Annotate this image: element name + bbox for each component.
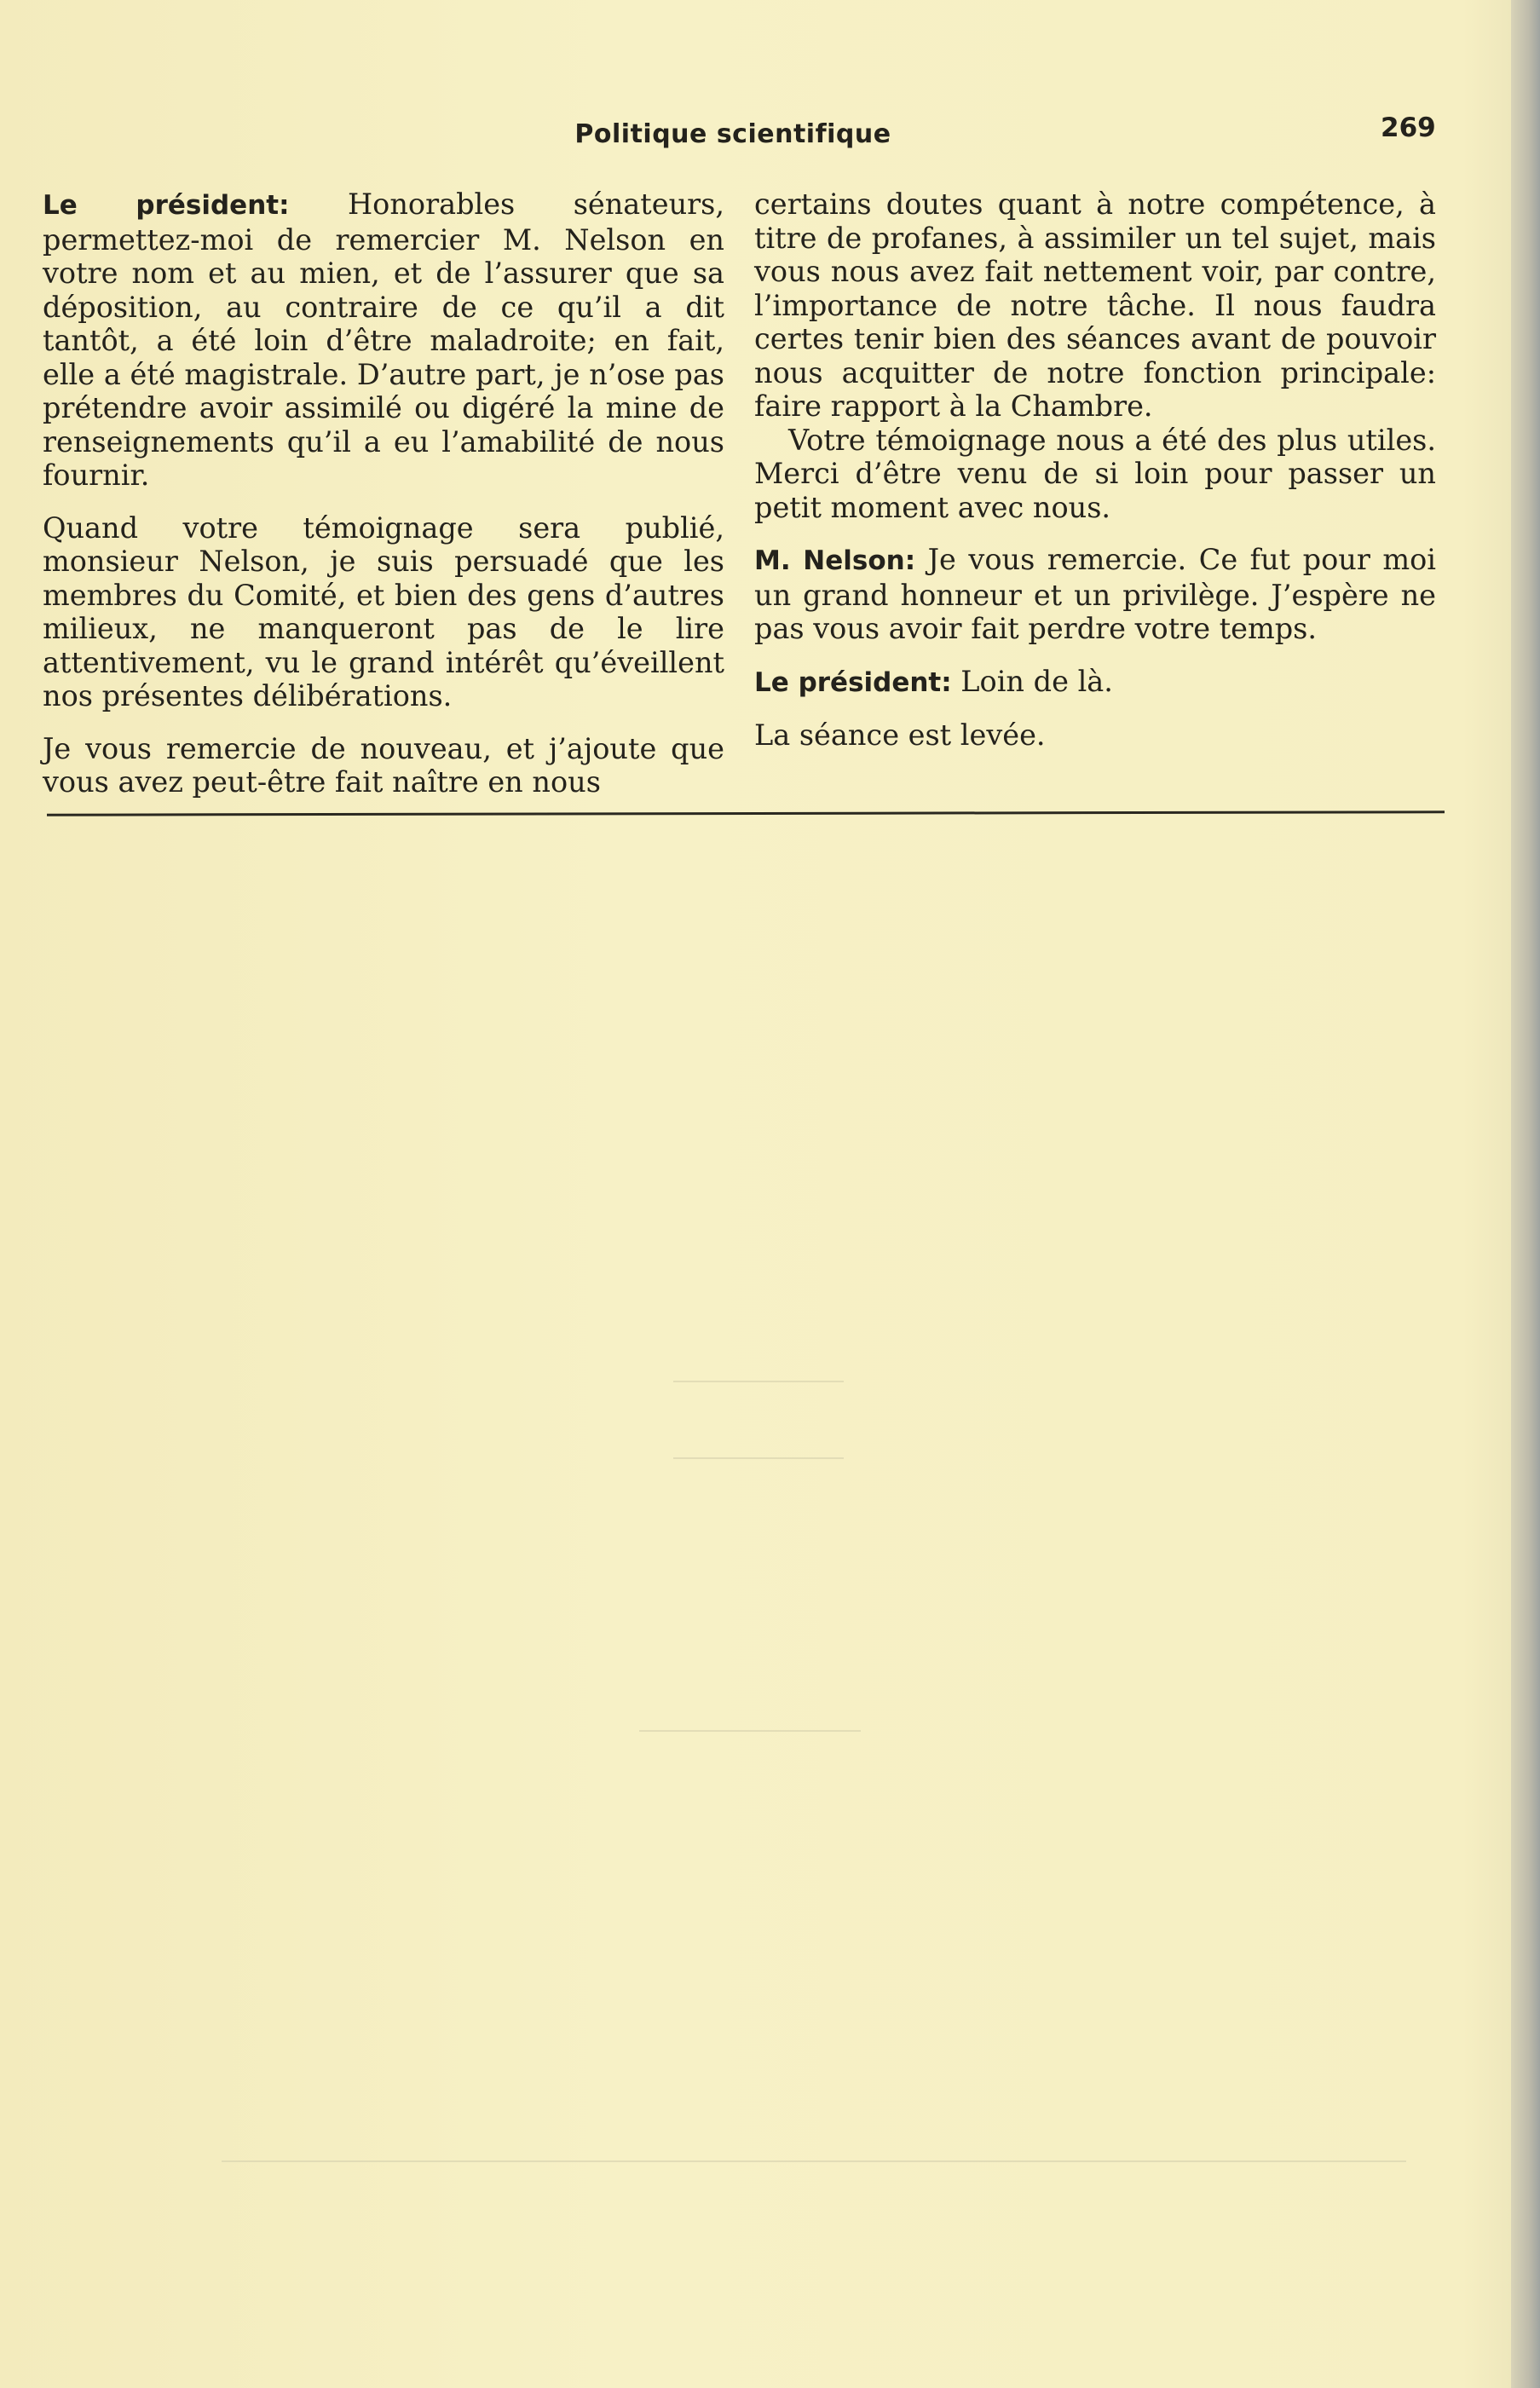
paragraph <box>43 187 724 493</box>
page-number: 269 <box>1381 112 1436 143</box>
paragraph-text: Honorables sénateurs, permettez-moi de remercier M. Nelson en votre nom et au mien, et de l’assurer que sa déposition, au contraire de ce qu’il a dit tantôt, a été loin d’être maladroite; en fait, elle a été magistrale. D’autre part, je n’ose pas prétendre avoir assimilé ou digéré la mine de renseignements qu’il a eu l’amabilité de nous fournir. <box>43 187 724 492</box>
speaker-label: Le président: <box>754 666 952 698</box>
bleed-through-rule <box>639 1730 861 1732</box>
paragraph-text: Loin de là. <box>951 664 1113 698</box>
paragraph: Je vous remercie de nouveau, et j’ajoute que vous avez peut-être fait naître en nous <box>43 731 724 799</box>
paragraph: certains doutes quant à notre compétence, à titre de profanes, à assimiler un tel sujet, mais vous nous avez fait nettement voir, par contre, l’importance de notre tâche. Il nous faudra certes tenir bien des séances avant de pouvoir nous acquitter de notre fonction principale: faire rapport à la Chambre. <box>754 187 1436 423</box>
running-title: Politique scientifique <box>574 119 891 149</box>
paragraph: Votre témoignage nous a été des plus utiles. Merci d’être venu de si loin pour passer un petit moment avec nous. <box>754 423 1436 524</box>
paragraph <box>754 543 1436 646</box>
page-edge <box>1511 0 1540 2388</box>
speaker-label: Le président: <box>43 190 290 221</box>
paragraph-text: Je vous remercie. Ce fut pour moi un grand honneur et un privilège. J’espère ne pas vous avoir fait perdre votre temps. <box>754 543 1437 645</box>
bleed-through-rule <box>673 1457 844 1459</box>
bleed-through-rule <box>222 2160 1406 2162</box>
bleed-through-rule <box>673 1381 844 1382</box>
paragraph: Quand votre témoignage sera publié, monsieur Nelson, je suis persuadé que les membres du Comité, et bien des gens d’autres milieux, ne manqueront pas de le lire attentivement, vu le grand intérêt qu’éveillent nos présentes délibérations. <box>43 510 724 712</box>
left-column <box>43 187 724 799</box>
paragraph <box>754 665 1436 701</box>
right-column <box>754 187 1436 753</box>
closing-line: La séance est levée. <box>754 718 1046 752</box>
speaker-label: M. Nelson: <box>754 545 916 576</box>
